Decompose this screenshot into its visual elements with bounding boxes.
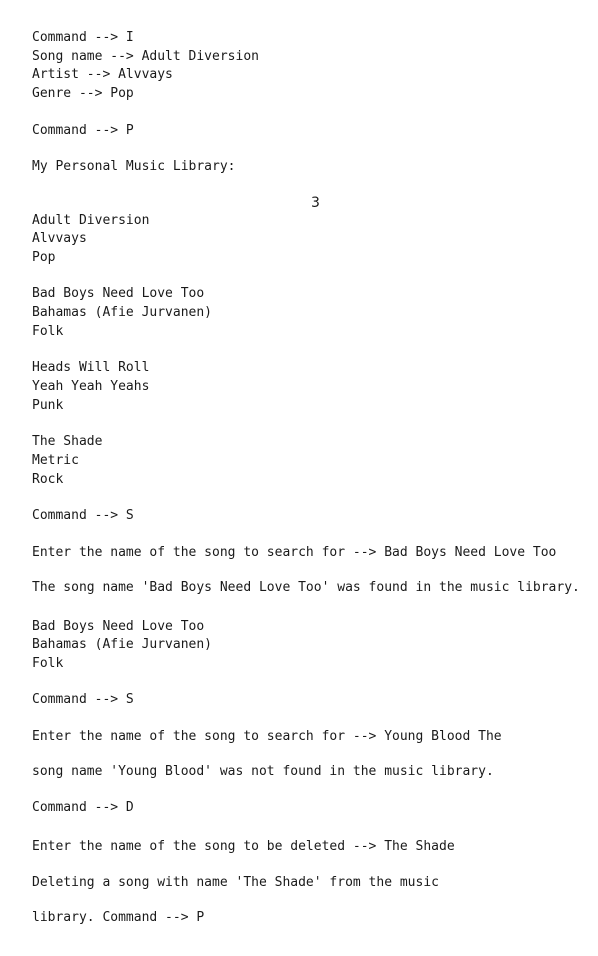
song-genre: Rock — [32, 472, 64, 487]
search-prompt: Enter the name of the song to search for --> Bad Boys Need Love Too — [32, 545, 557, 560]
command-line: Command --> S — [32, 508, 134, 523]
song-genre: Punk — [32, 398, 64, 413]
song-title: Bad Boys Need Love Too — [32, 619, 205, 634]
song-artist: Metric — [32, 453, 79, 468]
song-name-line: Song name --> Adult Diversion — [32, 49, 259, 64]
song-title: Adult Diversion — [32, 213, 150, 228]
search-result: song name 'Young Blood' was not found in the music library. — [32, 764, 494, 779]
delete-message-end: library. Command --> P — [32, 910, 205, 925]
song-artist: Yeah Yeah Yeahs — [32, 379, 150, 394]
command-line: Command --> D — [32, 800, 134, 815]
song-artist: Bahamas (Afie Jurvanen) — [32, 637, 213, 652]
search-prompt: Enter the name of the song to search for --> Young Blood The — [32, 729, 502, 744]
song-genre: Folk — [32, 324, 64, 339]
song-artist: Alvvays — [32, 231, 87, 246]
command-line: Command --> I — [32, 30, 134, 45]
song-title: Bad Boys Need Love Too — [32, 286, 205, 301]
delete-message: Deleting a song with name 'The Shade' from the music — [32, 875, 439, 890]
search-result: The song name 'Bad Boys Need Love Too' was found in the music library. — [32, 580, 580, 595]
genre-line: Genre --> Pop — [32, 86, 134, 101]
artist-line: Artist --> Alvvays — [32, 67, 173, 82]
song-genre: Folk — [32, 656, 64, 671]
song-title: Heads Will Roll — [32, 360, 150, 375]
delete-prompt: Enter the name of the song to be deleted --> The Shade — [32, 839, 455, 854]
library-count: 3 — [311, 195, 320, 211]
command-line: Command --> P — [32, 123, 134, 138]
command-line: Command --> S — [32, 692, 134, 707]
song-artist: Bahamas (Afie Jurvanen) — [32, 305, 213, 320]
song-title: The Shade — [32, 434, 103, 449]
library-heading: My Personal Music Library: — [32, 159, 236, 174]
song-genre: Pop — [32, 250, 56, 265]
